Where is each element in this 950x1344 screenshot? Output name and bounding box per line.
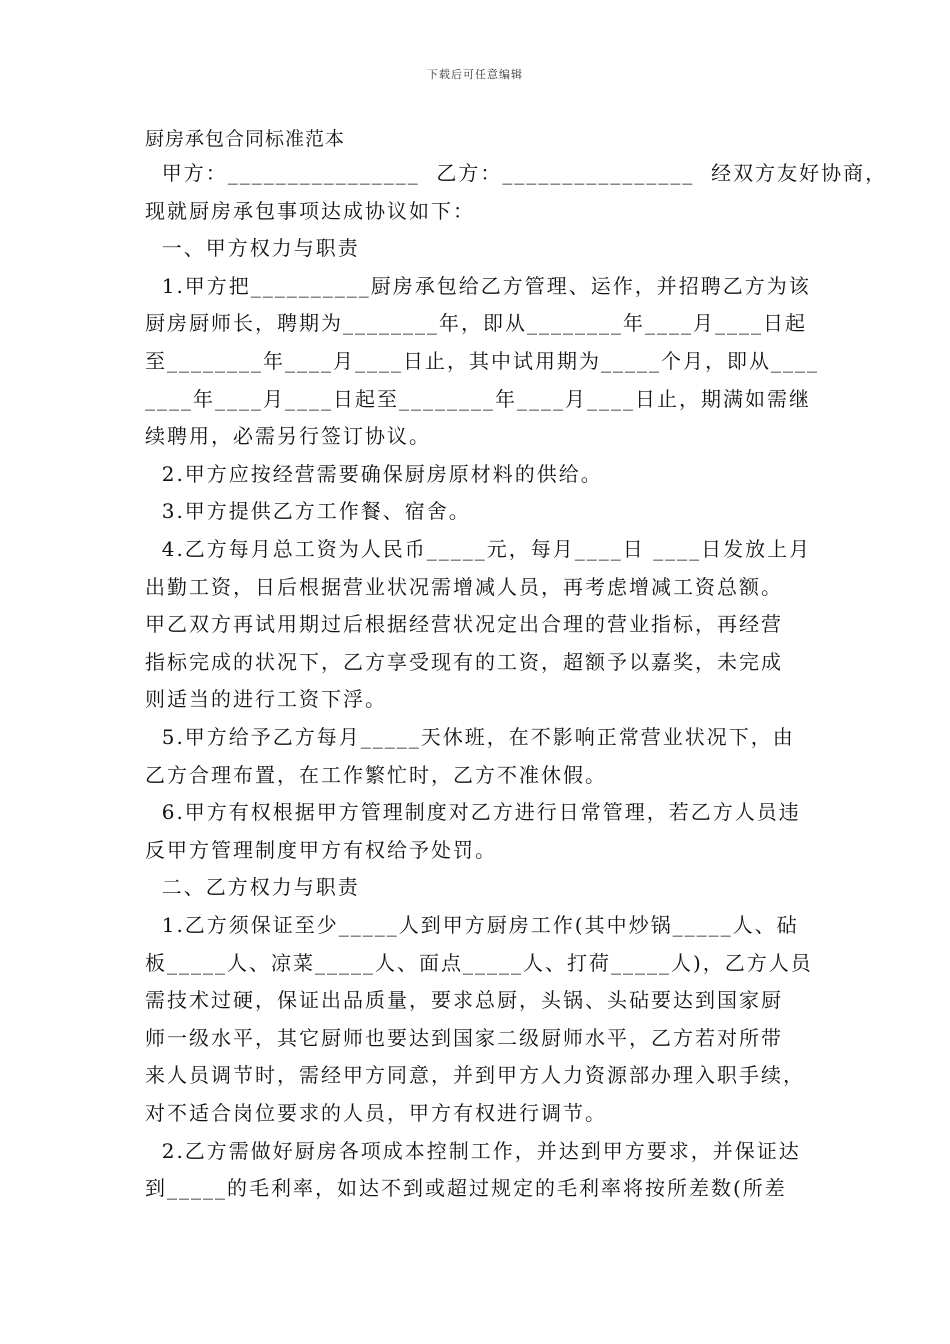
body-line: 厨房厨师长，聘期为________年，即从________年____月____日起 [145,311,807,335]
body-line: 来人员调节时，需经甲方同意，并到甲方人力资源部办理入职手续， [145,1063,805,1087]
body-line: 2.乙方需做好厨房各项成本控制工作，并达到甲方要求，并保证达 [145,1139,801,1163]
body-line: 现就厨房承包事项达成协议如下： [145,199,475,223]
header-note: 下载后可任意编辑 [427,68,523,81]
body-line: 续聘用，必需另行签订协议。 [145,424,431,448]
body-line: 一、甲方权力与职责 [145,236,360,260]
body-line: 甲乙双方再试用期过后根据经营状况定出合理的营业指标，再经营 [145,612,783,636]
body-line: 1.乙方须保证至少_____人到甲方厨房工作(其中炒锅_____人、砧 [145,913,799,937]
body-line: 1.甲方把__________厨房承包给乙方管理、运作，并招聘乙方为该 [145,274,811,298]
body-line: 指标完成的状况下，乙方享受现有的工资，超额予以嘉奖，未完成 [145,650,783,674]
body-line: 5.甲方给予乙方每月_____天休班，在不影响正常营业状况下，由 [145,725,795,749]
body-line: 对不适合岗位要求的人员，甲方有权进行调节。 [145,1101,607,1125]
body-line: 出勤工资，日后根据营业状况需增减人员，再考虑增减工资总额。 [145,575,783,599]
body-line: 2.甲方应按经营需要确保厨房原材料的供给。 [145,462,603,486]
body-line: 则适当的进行工资下浮。 [145,687,387,711]
document-title: 厨房承包合同标准范本 [145,128,346,150]
body-line: 到_____的毛利率，如达不到或超过规定的毛利率将按所差数(所差 [145,1176,787,1200]
body-line: ____年____月____日起至________年____月____日止，期满如需继 [145,387,811,411]
body-line: 师一级水平，其它厨师也要达到国家二级厨师水平，乙方若对所带 [145,1026,783,1050]
body-line: 板_____人、凉菜_____人、面点_____人、打荷_____人)，乙方人员 [145,951,813,975]
body-line: 乙方合理布置，在工作繁忙时，乙方不准休假。 [145,763,607,787]
body-line: 反甲方管理制度甲方有权给予处罚。 [145,838,497,862]
body-line: 甲方：________________ 乙方：________________ 经双方友好协商， [145,161,888,185]
body-line: 需技术过硬，保证出品质量，要求总厨，头锅、头砧要达到国家厨 [145,988,783,1012]
body-line: 至________年____月____日止，其中试用期为_____个月，即从____ [145,349,819,373]
body-line: 6.甲方有权根据甲方管理制度对乙方进行日常管理，若乙方人员违 [145,800,801,824]
body-line: 二、乙方权力与职责 [145,875,360,899]
body-line: 4.乙方每月总工资为人民币_____元，每月____日 ____日发放上月 [145,537,812,561]
body-line: 3.甲方提供乙方工作餐、宿舍。 [145,499,471,523]
